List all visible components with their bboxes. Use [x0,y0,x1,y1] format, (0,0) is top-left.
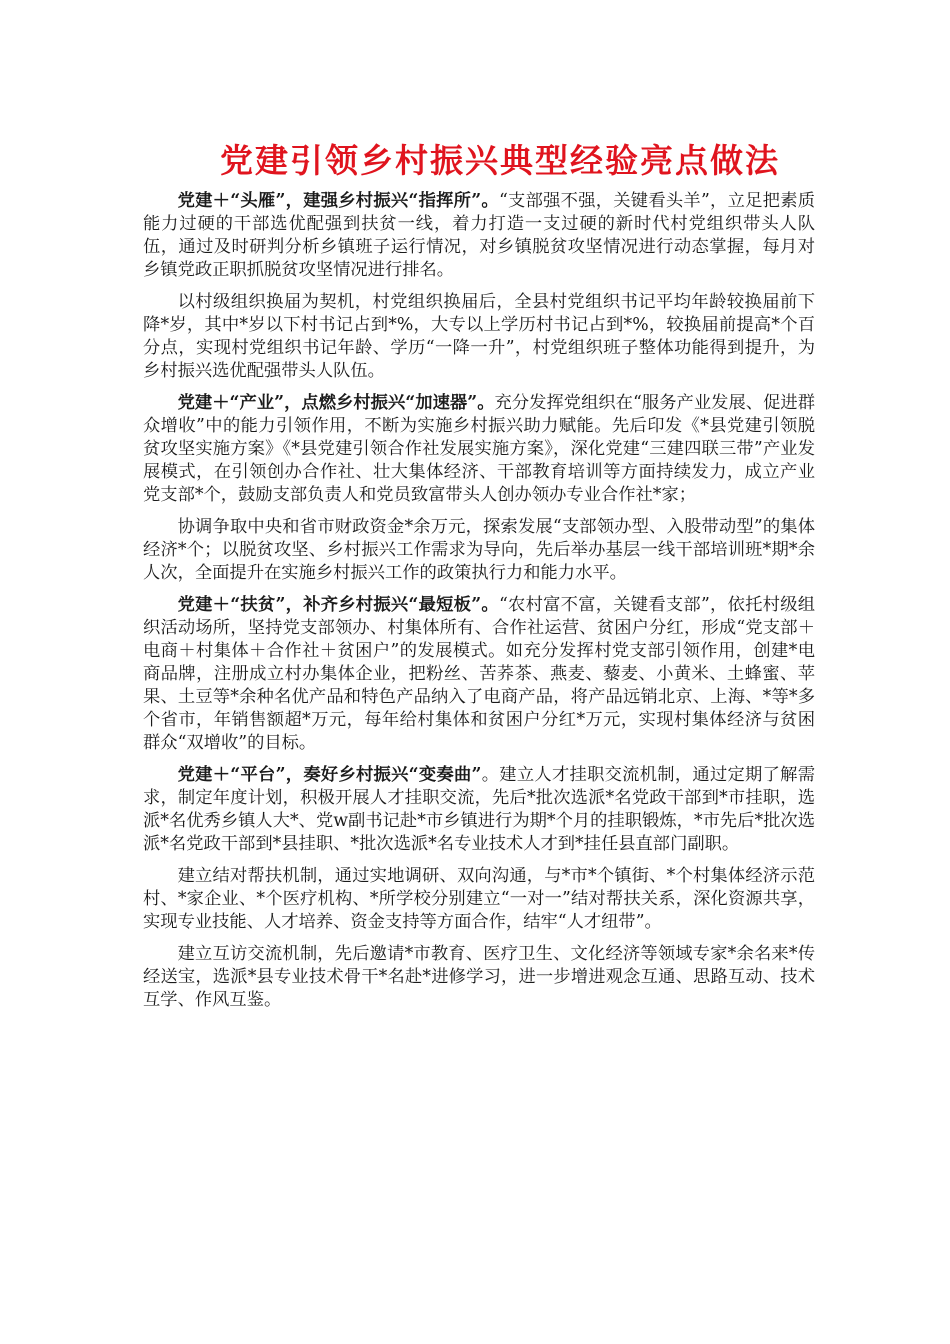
paragraph-lead: 党建＋“头雁”，建强乡村振兴“指挥所”。 [177,191,499,211]
paragraph-5 [143,594,815,755]
paragraph-text: “农村富不富，关键看支部”，依托村级组织活动场所，坚持党支部领办、村集体所有、合作社运营、贫困户分红，形成“党支部＋电商＋村集体＋合作社＋贫困户”的发展模式。如充分发挥村党支部引领作用，创建*电商品牌，注册成立村办集体企业，把粉丝、苦荞茶、燕麦、藜麦、小黄米、土蜂蜜、苹果、土豆等*余种名优产品和特色产品纳入了电商产品，将产品远销北京、上海、*等*多个省市，年销售额超*万元，每年给村集体和贫困户分红*万元，实现村集体经济与贫困群众“双增收”的目标。 [143,595,816,753]
paragraph-text: 充分发挥党组织在“服务产业发展、促进群众增收”中的能力引领作用，不断为实施乡村振兴助力赋能。先后印发《*县党建引领脱贫攻坚实施方案》《*县党建引领合作社发展实施方案》，深化党建“三建四联三带”产业发展模式，在引领创办合作社、壮大集体经济、干部教育培训等方面持续发力，成立产业党支部*个，鼓励支部负责人和党员致富带头人创办领办专业合作社*家； [143,393,815,505]
paragraph-lead: 党建＋“平台”，奏好乡村振兴“变奏曲” [177,765,482,785]
paragraph-lead: 党建＋“产业”，点燃乡村振兴“加速器”。 [177,393,495,413]
paragraph-text: “支部强不强，关键看头羊”，立足把素质能力过硬的干部选优配强到扶贫一线，着力打造一支过硬的新时代村党组织带头人队伍，通过及时研判分析乡镇班子运行情况，对乡镇脱贫攻坚情况进行动态掌握，每月对乡镇党政正职抓脱贫攻坚情况进行排名。 [143,191,816,280]
document-title: 党建引领乡村振兴典型经验亮点做法 [220,141,780,180]
paragraph-text: 建立结对帮扶机制，通过实地调研、双向沟通，与*市*个镇街、*个村集体经济示范村、*家企业、*个医疗机构、*所学校分别建立“一对一”结对帮扶关系，深化资源共享，实现专业技能、人才培养、资金支持等方面合作，结牢“人才纽带”。 [143,866,815,932]
paragraph-6 [143,764,815,856]
paragraph-3 [143,392,815,507]
paragraph-lead: 党建＋“扶贫”，补齐乡村振兴“最短板”。 [177,595,499,615]
paragraph-1 [143,190,815,282]
paragraph-2 [143,291,815,383]
paragraph-7 [143,865,815,934]
paragraph-text: 。建立人才挂职交流机制，通过定期了解需求，制定年度计划，积极开展人才挂职交流，先后*批次选派*名党政干部到*市挂职，选派*名优秀乡镇人大*、党w副书记赴*市乡镇进行为期*个月的挂职锻炼，*市先后*批次选派*名党政干部到*县挂职、*批次选派*名专业技术人才到*挂任县直部门副职。 [143,765,815,854]
paragraph-4 [143,516,815,585]
paragraph-text: 以村级组织换届为契机，村党组织换届后，全县村党组织书记平均年龄较换届前下降*岁，其中*岁以下村书记占到*%，大专以上学历村书记占到*%，较换届前提高*个百分点，实现村党组织书记年龄、学历“一降一升”，村党组织班子整体功能得到提升，为乡村振兴选优配强带头人队伍。 [143,292,815,381]
paragraph-8 [143,943,815,1012]
paragraph-text: 建立互访交流机制，先后邀请*市教育、医疗卫生、文化经济等领域专家*余名来*传经送宝，选派*县专业技术骨干*名赴*进修学习，进一步增进观念互通、思路互动、技术互学、作风互鉴。 [143,944,815,1010]
document-body [143,190,815,1021]
paragraph-text: 协调争取中央和省市财政资金*余万元，探索发展“支部领办型、入股带动型”的集体经济*个；以脱贫攻坚、乡村振兴工作需求为导向，先后举办基层一线干部培训班*期*余人次，全面提升在实施乡村振兴工作的政策执行力和能力水平。 [143,517,815,583]
